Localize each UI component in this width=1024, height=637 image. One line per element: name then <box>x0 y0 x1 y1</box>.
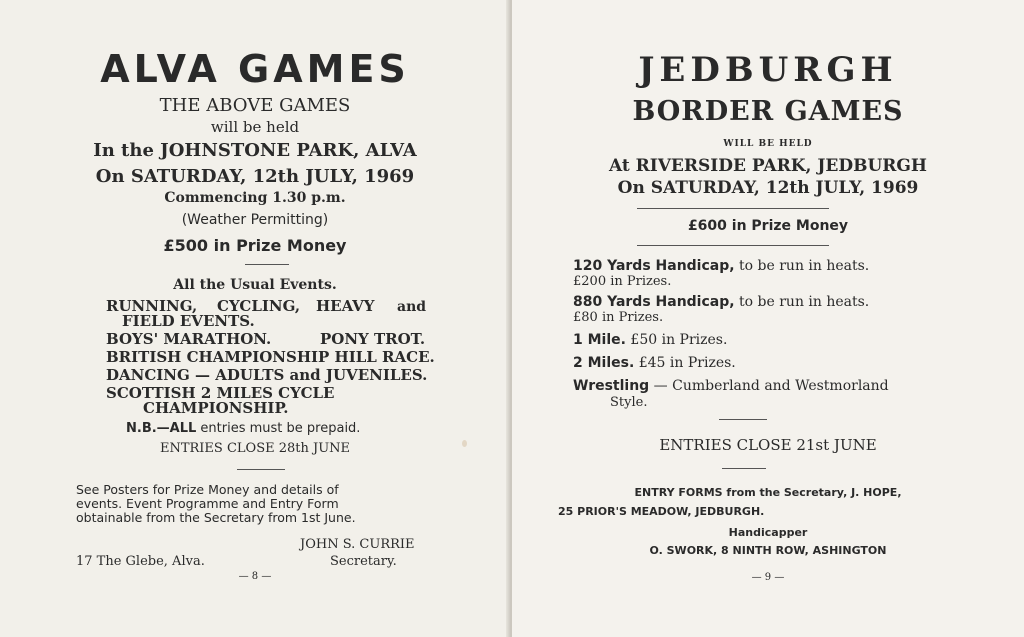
alva-date: On SATURDAY, 12th JULY, 1969 <box>95 166 415 187</box>
jedburgh-event-wrestling <box>573 378 889 394</box>
jedburgh-entry-forms-2: 25 PRIOR'S MEADOW, JEDBURGH. <box>558 505 765 518</box>
alva-page-number: — 8 — <box>238 571 272 582</box>
jedburgh-event-wrestling-style: Style. <box>610 395 648 410</box>
event-name: 120 Yards Handicap, <box>573 258 735 274</box>
jedburgh-prize: £600 in Prize Money <box>687 218 849 234</box>
event-name: Wrestling <box>573 378 650 394</box>
jedburgh-event-120 <box>573 258 869 274</box>
event-name: 2 Miles. <box>573 355 635 371</box>
jedburgh-rule-4 <box>722 468 766 469</box>
jedburgh-event-880 <box>573 294 869 310</box>
event-name: 880 Yards Handicap, <box>573 294 735 310</box>
alva-rule-1 <box>245 264 289 265</box>
jedburgh-handicapper-label: Handicapper <box>728 526 808 539</box>
alva-nb <box>126 421 360 436</box>
alva-weather: (Weather Permitting) <box>181 212 329 228</box>
jedburgh-handicapper: O. SWORK, 8 NINTH ROW, ASHINGTON <box>649 544 887 557</box>
alva-event-championship: CHAMPIONSHIP. <box>143 399 289 417</box>
alva-title: ALVA GAMES <box>100 47 410 91</box>
alva-event-field: FIELD EVENTS. <box>122 312 255 330</box>
alva-address: 17 The Glebe, Alva. <box>76 554 205 569</box>
jedburgh-title: JEDBURGH <box>638 50 898 90</box>
jedburgh-rule-1 <box>637 208 829 209</box>
alva-posters-3: obtainable from the Secretary from 1st June. <box>76 510 356 525</box>
alva-event-scottish: SCOTTISH 2 MILES CYCLE <box>106 384 335 402</box>
alva-entries-close: ENTRIES CLOSE 28th JUNE <box>159 441 351 456</box>
jedburgh-will-be-held: WILL BE HELD <box>723 139 813 149</box>
alva-posters-2: events. Event Programme and Entry Form <box>76 496 339 511</box>
jedburgh-event-1-mile <box>573 332 727 348</box>
event-name: 1 Mile. <box>573 332 626 348</box>
alva-event-british: BRITISH CHAMPIONSHIP HILL RACE. <box>106 348 435 366</box>
alva-usual-events: All the Usual Events. <box>173 277 337 293</box>
paper-stain <box>462 440 467 447</box>
alva-event-boys: BOYS' MARATHON. <box>106 330 272 348</box>
jedburgh-event-120-prizes: £200 in Prizes. <box>573 274 672 289</box>
alva-venue: In the JOHNSTONE PARK, ALVA <box>93 140 417 161</box>
right-page <box>512 0 1024 637</box>
jedburgh-event-880-prizes: £80 in Prizes. <box>573 310 664 325</box>
alva-posters-1: See Posters for Prize Money and details of <box>76 482 339 497</box>
event-detail: — Cumberland and Westmorland <box>649 378 889 394</box>
jedburgh-venue: At RIVERSIDE PARK, JEDBURGH <box>609 156 927 176</box>
alva-commencing: Commencing 1.30 p.m. <box>164 190 346 206</box>
alva-event-running: RUNNING, <box>106 297 198 315</box>
alva-rule-2 <box>237 469 285 470</box>
jedburgh-entry-forms-1: ENTRY FORMS from the Secretary, J. HOPE, <box>634 486 902 499</box>
jedburgh-date: On SATURDAY, 12th JULY, 1969 <box>617 178 919 198</box>
event-detail: to be run in heats. <box>734 258 870 274</box>
alva-nb-rest: entries must be prepaid. <box>196 421 361 436</box>
event-detail: £50 in Prizes. <box>625 332 728 348</box>
alva-event-heavy: HEAVY <box>316 297 375 315</box>
jedburgh-entries-close: ENTRIES CLOSE 21st JUNE <box>659 436 877 454</box>
jedburgh-page-number: — 9 — <box>751 572 785 583</box>
alva-prize: £500 in Prize Money <box>163 236 347 255</box>
alva-event-and: and <box>397 299 427 315</box>
event-detail: to be run in heats. <box>734 294 870 310</box>
alva-nb-prefix: N.B.—ALL <box>126 421 197 436</box>
left-page <box>0 0 510 637</box>
alva-event-pony: PONY TROT. <box>320 330 426 348</box>
jedburgh-rule-2 <box>637 245 829 246</box>
alva-will-be-held: will be held <box>210 118 300 136</box>
alva-event-cycling: CYCLING, <box>217 297 301 315</box>
alva-event-dancing: DANCING — ADULTS and JUVENILES. <box>106 366 428 384</box>
alva-secretary-title: Secretary. <box>330 554 397 569</box>
alva-subtitle: THE ABOVE GAMES <box>159 95 351 116</box>
jedburgh-rule-3 <box>719 419 767 420</box>
jedburgh-subtitle: BORDER GAMES <box>632 96 904 127</box>
alva-secretary-name: JOHN S. CURRIE <box>300 537 415 552</box>
jedburgh-event-2-miles <box>573 355 736 371</box>
event-detail: £45 in Prizes. <box>634 355 736 371</box>
